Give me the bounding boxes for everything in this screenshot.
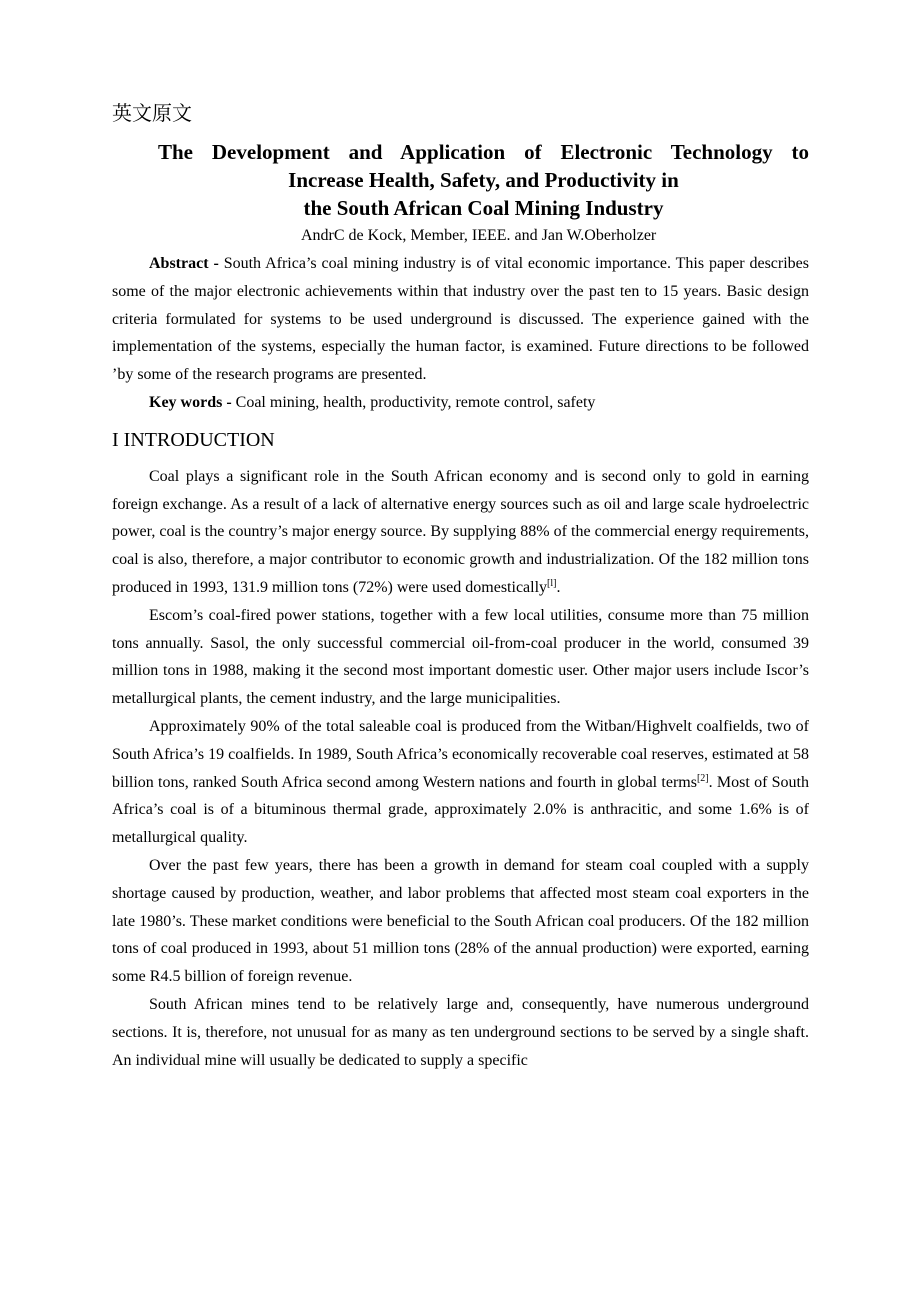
intro-paragraph-1-text: Coal plays a significant role in the South African economy and is second only to gold in earning foreign exchange. As a result of a lack of alternative energy sources such as oil and large scale hydroelectric power, coal is the country’s major energy source. By supplying 88% of the commercial energy requirements, coal is also, therefore, a major contributor to economic growth and industrialization. Of the 182 million tons produced in 1993, 131.9 million tons (72%) were used domestically [112, 467, 809, 596]
intro-paragraph-1 [112, 463, 809, 602]
intro-paragraph-3 [112, 713, 809, 852]
title-line-2: Increase Health, Safety, and Productivity in [288, 168, 679, 192]
title-line-1: The Development and Application of Electronic Technology to [158, 140, 809, 164]
keywords-paragraph [112, 389, 809, 417]
abstract-paragraph [112, 250, 809, 389]
paper-title [112, 138, 809, 222]
intro-paragraph-5: South African mines tend to be relatively large and, consequently, have numerous underground sections. It is, therefore, not unusual for as many as ten underground sections to be served by a single shaft. An individual mine will usually be dedicated to supply a specific [112, 995, 809, 1069]
intro-paragraph-1-end: . [556, 578, 561, 596]
reference-marker-1: [l] [547, 577, 557, 589]
paper-authors: AndrC de Kock, Member, IEEE. and Jan W.Oberholzer [301, 227, 657, 244]
intro-paragraph-4: Over the past few years, there has been a growth in demand for steam coal coupled with a supply shortage caused by production, weather, and labor problems that affected most steam coal exporters in the late 1980’s. These market conditions were beneficial to the South African coal producers. Of the 182 million tons of coal produced in 1993, about 51 million tons (28% of the annual production) were exported, earning some R4.5 billion of foreign revenue. [112, 856, 809, 986]
keywords-label: Key words - [149, 393, 232, 411]
header-original-text-label: 英文原文 [112, 101, 192, 125]
abstract-label: Abstract - [149, 255, 219, 272]
intro-paragraph-3-text: Approximately 90% of the total saleable coal is produced from the Witban/Highvelt coalfields, two of South Africa’s 19 coalfields. In 1989, South Africa’s economically recoverable coal reserves, estimated at 58 billion tons, ranked South Africa second among Western nations and fourth in global terms [112, 717, 809, 791]
reference-marker-2: [2] [696, 772, 709, 784]
section-heading-introduction: I INTRODUCTION [112, 428, 275, 451]
abstract-text: South Africa’s coal mining industry is of vital economic importance. This paper describes some of the major electronic achievements within that industry over the past ten to 15 years. Basic design criteria formulated for systems to be used underground is discussed. The experience gained with the implementation of the systems, especially the human factor, is examined. Future directions to be followed ’by some of the research programs are presented. [112, 255, 809, 384]
intro-paragraph-2: Escom’s coal-fired power stations, together with a few local utilities, consume more than 75 million tons annually. Sasol, the only successful commercial oil-from-coal producer in the world, consumed 39 million tons in 1988, making it the second most important domestic user. Other major users include Iscor’s metallurgical plants, the cement industry, and the large municipalities. [112, 606, 809, 708]
title-line-3: the South African Coal Mining Industry [303, 196, 664, 220]
document-content [112, 98, 809, 1074]
keywords-text: Coal mining, health, productivity, remote control, safety [231, 393, 596, 411]
intro-paragraph-3-end: . Most of South Africa’s coal is of a bituminous thermal grade, approximately 2.0% is anthracitic, and some 1.6% is of metallurgical quality. [112, 773, 810, 847]
